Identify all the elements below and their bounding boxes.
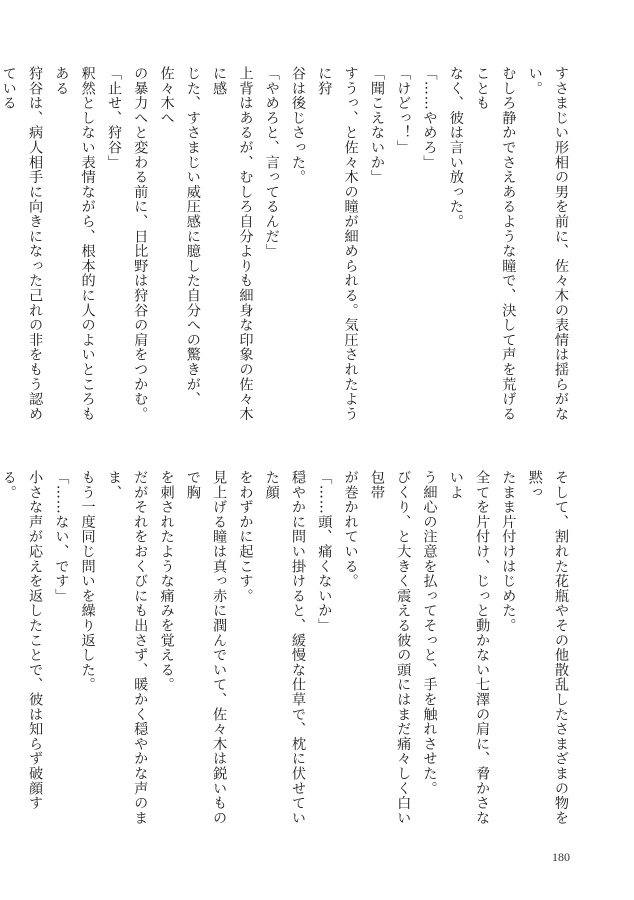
text-line: だがそれをおくびにも出さず、暖かく穏やかな声のまま、 [105,470,149,826]
text-line: 谷は後じさった。 [290,66,307,185]
text-line: 上背はあるが、むしろ自分よりも細身な印象の佐々木に感 [211,66,254,422]
text-line: 「やめろと、言ってるんだ」 [263,66,280,259]
text-line: 「……頭、痛くないか」 [316,470,333,633]
text-line: すさまじい形相の男を前に、佐々木の表情は揺らがない。 [526,66,569,422]
text-line: もう一度同じ問いを繰り返した。 [79,470,96,692]
text-line: が巻かれている。 [342,470,359,589]
text-line: 「聞こえないか」 [368,66,385,185]
text-line: う細心の注意を払ってそっと、手を触れさせた。 [421,470,438,796]
text-line: をわずかに起こす。 [237,470,254,604]
text-line: そして、割れた花瓶やその他散乱したさまざまの物を黙っ [526,470,569,826]
text-block-bottom [0,470,574,830]
text-line: なく、彼は言い放った。 [447,66,464,229]
page-number: 180 [552,850,570,864]
text-line: すうっ、と佐々木の瞳が細められる。気圧されたように狩 [316,66,359,422]
text-line: 釈然としない表情ながら、根本的に人のよいところもある [53,66,96,422]
text-line: 「けどっ！」 [395,66,412,155]
text-line: 「……ない、です」 [53,470,70,604]
text-line: 「止せ、狩谷」 [105,66,122,170]
text-line: たまま片付けはじめた。 [500,470,517,633]
text-line: 小さな声が応えを返したことで、彼は知らず破顔する。 [0,470,44,811]
text-line: の暴力へと変わる前に、日比野は狩谷の肩をつかむ。 [132,66,149,422]
text-line: 見上げる瞳は真っ赤に潤んでいて、佐々木は鋭いもので胸 [184,470,228,826]
text-line: びくり、と大きく震える彼の頭にはまだ痛々しく白い包帯 [368,470,412,826]
text-block-top [0,66,574,426]
text-line: むしろ静かでさえあるような瞳で、決して声を荒げることも [474,66,517,422]
text-line: じた、すさまじい威圧感に臆した自分への驚きが、佐々木へ [158,66,201,407]
text-line: を刺されたような痛みを覚える。 [158,470,175,692]
text-line: 穏やかに問い掛けると、緩慢な仕草で、枕に伏せていた顔 [263,470,307,826]
text-line: 「……やめろ」 [421,66,438,170]
text-line: 狩谷は、病人相手に向きになった己れの非をもう認めている [0,66,44,422]
text-line: 全てを片付け、じっと動かない七澤の肩に、脅かさないよ [447,470,491,826]
